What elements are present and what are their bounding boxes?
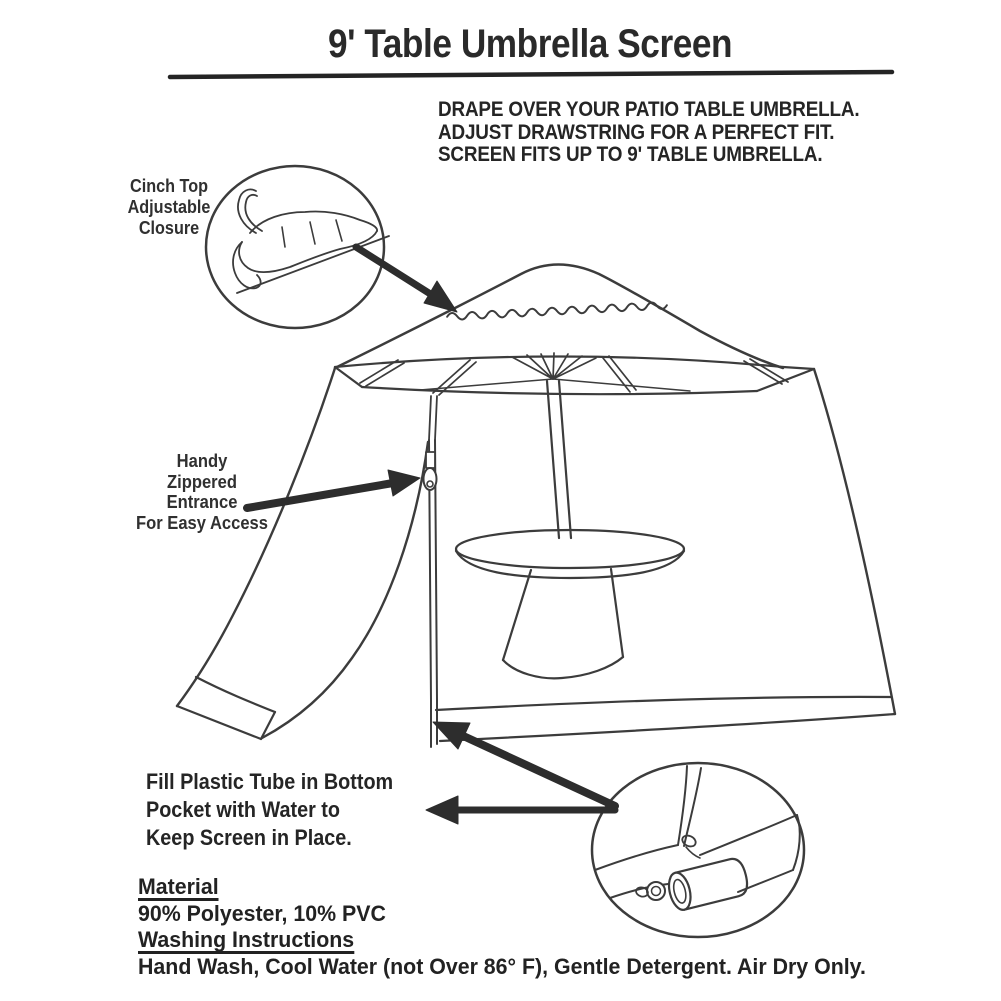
- washing-heading: [138, 927, 866, 954]
- callout-cinch-top: [98, 176, 240, 240]
- material-heading-text: Material: [138, 874, 219, 899]
- screen-body: [177, 368, 895, 747]
- zipper-line-1: Handy: [176, 451, 228, 471]
- cinch-line-2: Adjustable: [127, 197, 211, 218]
- tube-line-1: Fill Plastic Tube in Bottom: [146, 769, 394, 794]
- zipper-line-2: Zippered: [167, 471, 237, 492]
- cinch-line-3: Closure: [138, 218, 200, 239]
- washing-heading-text: Washing Instructions: [138, 927, 355, 952]
- tube-line-3: Keep Screen in Place.: [146, 825, 352, 850]
- cinch-line-1: Cinch Top: [130, 176, 208, 196]
- zipper-line-3: Entrance: [166, 492, 238, 513]
- product-specs: [138, 874, 866, 980]
- washing-value: Hand Wash, Cool Water (not Over 86° F), Gentle Detergent. Air Dry Only.: [138, 954, 866, 979]
- intro-text: [438, 99, 859, 167]
- intro-line-2: ADJUST DRAWSTRING FOR A PERFECT FIT.: [438, 120, 835, 144]
- zipper-line-4: For Easy Access: [136, 512, 268, 533]
- material-value: 90% Polyester, 10% PVC: [138, 901, 386, 926]
- tube-text-arrow: [426, 796, 615, 824]
- cinch-arrow: [356, 247, 457, 312]
- umbrella-canopy: [335, 265, 814, 539]
- page-title: 9' Table Umbrella Screen: [327, 22, 733, 66]
- title-underline: [170, 72, 892, 77]
- callout-zippered-entrance: [121, 451, 283, 533]
- tube-line-2: Pocket with Water to: [146, 797, 340, 822]
- pocket-arrow: [433, 722, 615, 806]
- intro-line-3: SCREEN FITS UP TO 9' TABLE UMBRELLA.: [438, 143, 823, 167]
- zipper-pull: [424, 452, 437, 490]
- callout-fill-tube: [146, 768, 393, 852]
- patio-table: [456, 530, 684, 678]
- material-heading: [138, 874, 866, 901]
- intro-line-1: DRAPE OVER YOUR PATIO TABLE UMBRELLA.: [438, 98, 860, 121]
